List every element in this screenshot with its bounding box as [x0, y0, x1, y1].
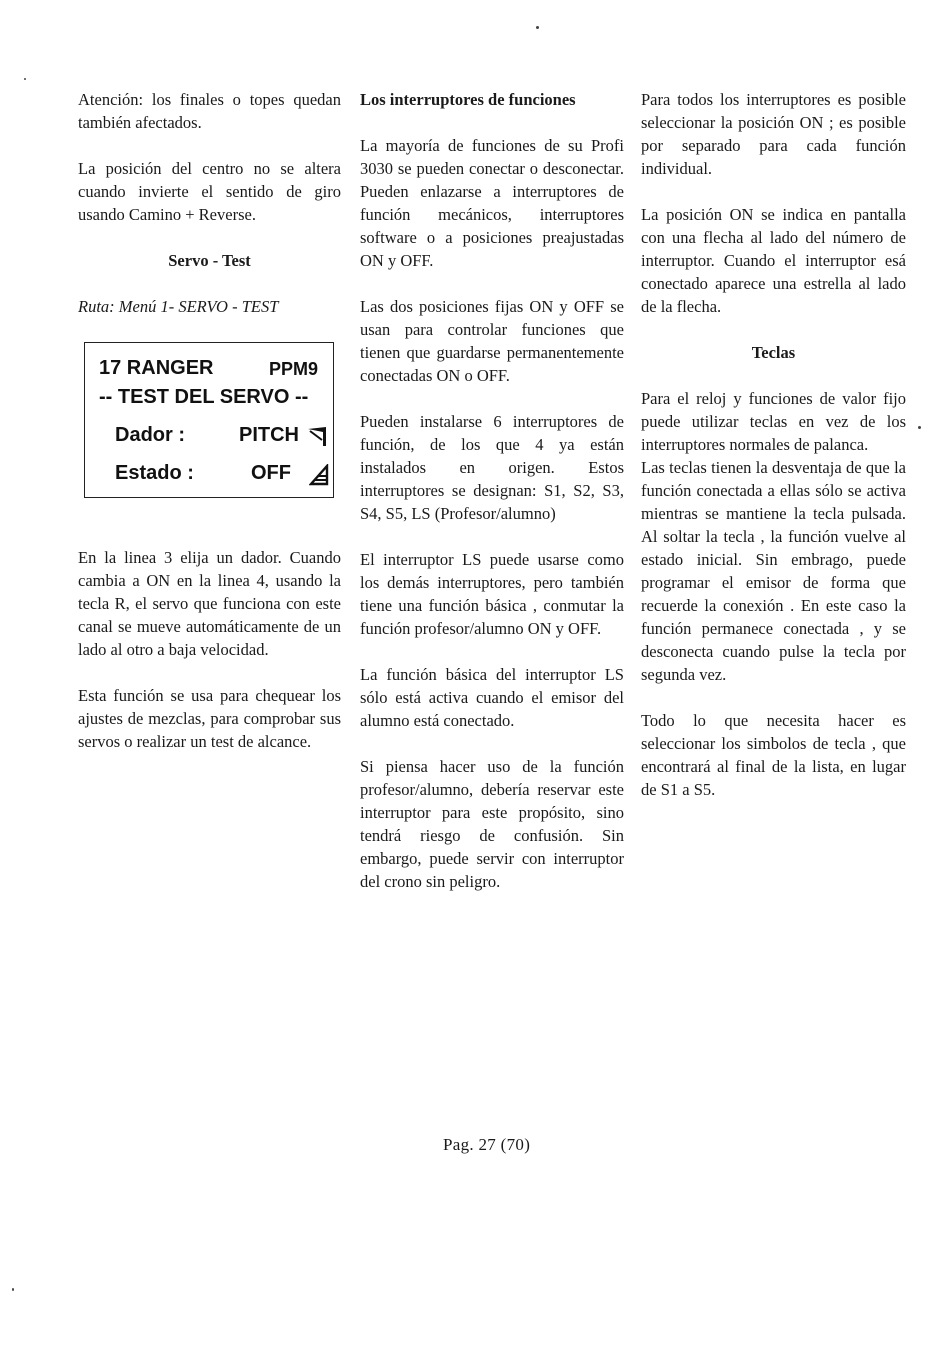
scan-speck	[12, 1288, 14, 1291]
paragraph-function-use: Esta función se usa para chequear los ajustes de mezclas, para comprobar sus servos o realizar un test de alcance.	[78, 686, 341, 751]
paragraph-select-symbols: Todo lo que necesita hacer es seleccionar los simbolos de tecla , que encontrará al final de la lista, en lugar de S1 a S5.	[641, 711, 906, 799]
lcd-display	[84, 342, 334, 498]
paragraph-ls-basic: La función básica del interruptor LS sólo está activa cuando el emisor del alumno está conectado.	[360, 665, 624, 730]
paragraph-center-position: La posición del centro no se altera cuando invierte el sentido de giro usando Camino + Reverse.	[78, 159, 341, 224]
paragraph-ls-switch: El interruptor LS puede usarse como los demás interruptores, pero también tiene una función básica , conmutar la función profesor/alumno ON y OFF.	[360, 550, 624, 638]
paragraph-keys-disadvantage: Las teclas tienen la desventaja de que la función conectada a ellas sólo se activa mientras se mantiene la tecla pulsada. Al soltar la tecla , la función vuelve al estado inicial. Sin embrago, puede programar el emisor de forma que recuerde la conexión . En este caso la función permanece conectada , y se desconecta cuando pulse la tecla por segunda vez.	[641, 458, 906, 684]
lcd-model-name: 17 RANGER	[99, 357, 214, 379]
lcd-row-1	[85, 357, 333, 385]
scan-speck	[536, 26, 539, 29]
lcd-dador-label: Dador :	[115, 424, 185, 446]
paragraph-on-position: La posición ON se indica en pantalla con una flecha al lado del número de interruptor. Cuando el interruptor esá conectado aparece una estrella al lado de la flecha.	[641, 205, 906, 316]
triangle-state-icon	[309, 464, 329, 486]
column-right	[641, 88, 906, 824]
paragraph-attention: Atención: los finales o topes quedan también afectados.	[78, 90, 341, 132]
lcd-estado-label: Estado :	[115, 462, 194, 484]
lcd-row-2	[85, 386, 333, 414]
lcd-dador-value: PITCH	[239, 424, 299, 446]
lcd-row-3	[85, 424, 333, 452]
paragraph-fixed-positions: Las dos posiciones fijas ON y OFF se usan para controlar funciones que tienen que guardarse permanentemente conectadas ON o OFF.	[360, 297, 624, 385]
heading-servo-test: Servo - Test	[168, 251, 251, 270]
scan-speck	[24, 78, 26, 80]
lcd-title: -- TEST DEL SERVO --	[99, 386, 309, 408]
scan-speck	[918, 426, 921, 429]
column-middle	[360, 88, 624, 916]
paragraph-clock-keys: Para el reloj y funciones de valor fijo puede utilizar teclas en vez de los interruptores normales de palanca.	[641, 389, 906, 454]
page-number: Pag. 27 (70)	[443, 1135, 531, 1154]
pitch-curve-icon	[307, 426, 327, 448]
lcd-estado-value: OFF	[251, 462, 291, 484]
heading-teclas: Teclas	[751, 343, 796, 362]
paragraph-line-3: En la linea 3 elija un dador. Cuando cambia a ON en la linea 4, usando la tecla R, el servo que funciona con este canal se mueve automáticamente de un lado al otro a baja velocidad.	[78, 548, 341, 659]
menu-route: Ruta: Menú 1- SERVO - TEST	[78, 297, 279, 316]
lcd-row-4	[85, 462, 333, 490]
paragraph-majority-functions: La mayoría de funciones de su Profi 3030 se pueden conectar o desconectar. Pueden enlazarse a interruptores de función mecánicos, interruptores software o a posiciones preajustadas ON y OFF.	[360, 136, 624, 270]
paragraph-teacher-student: Si piensa hacer uso de la función profesor/alumno, debería reservar este interruptor para este propósito, sino tendrá riesgo de confusión. Sin embargo, puede servir con interruptor del crono sin peligro.	[360, 757, 624, 891]
lcd-modulation: PPM9	[269, 359, 319, 379]
column-left	[78, 88, 341, 776]
heading-function-switches: Los interruptores de funciones	[360, 90, 576, 109]
paragraph-all-switches: Para todos los interruptores es posible seleccionar la posición ON ; es posible por separado para cada función individual.	[641, 90, 906, 178]
paragraph-install-switches: Pueden instalarse 6 interruptores de función, de los que 4 ya están instalados en origen. Estos interruptores se designan: S1, S2, S3, S4, S5, LS (Profesor/alumno)	[360, 412, 624, 523]
